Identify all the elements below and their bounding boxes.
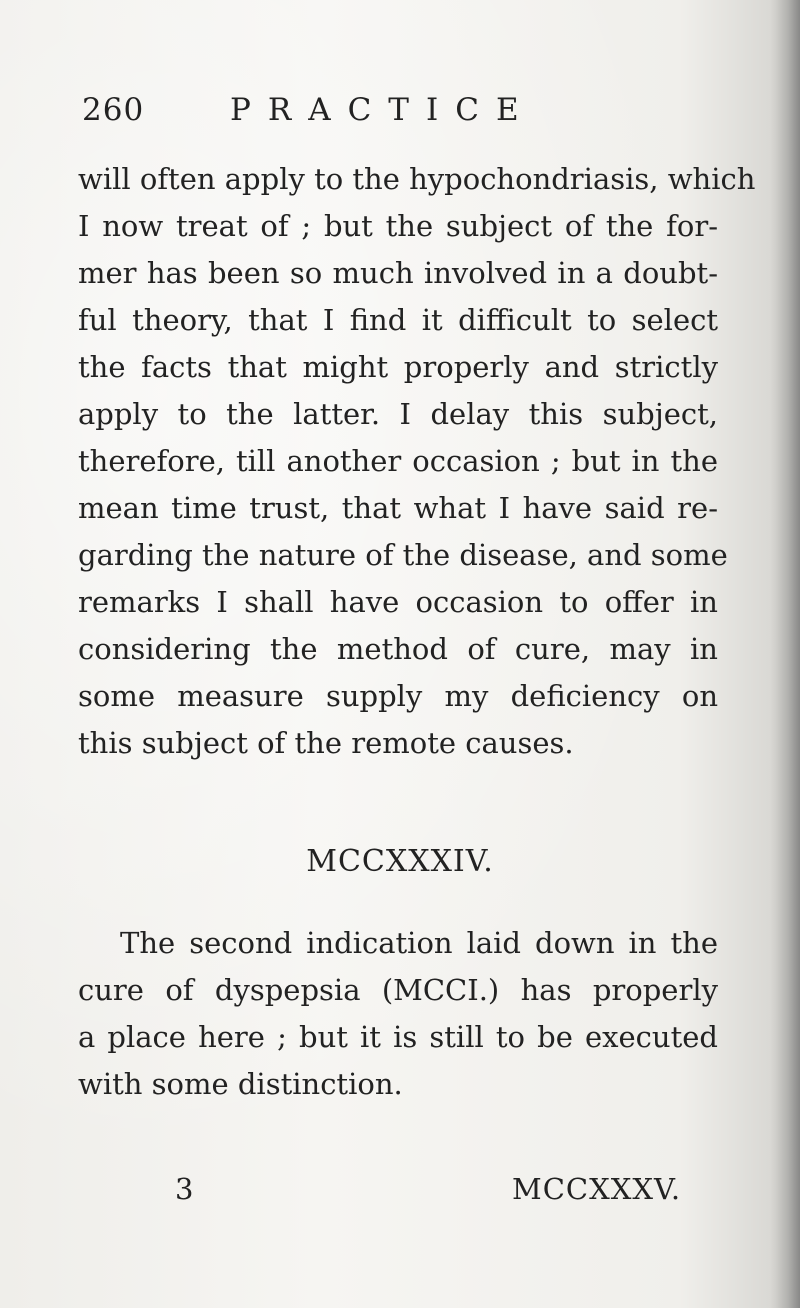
text-line: mean time trust, that what I have said re- (78, 491, 718, 525)
text-line: this subject of the remote causes. (78, 726, 574, 760)
paragraph-2 (78, 920, 718, 1108)
text-line: with some distinction. (78, 1067, 403, 1101)
signature-mark: 3 (175, 1172, 194, 1206)
text-line: will often apply to the hypochondriasis, which (78, 162, 756, 196)
page-footer (0, 1172, 800, 1212)
text-line: therefore, till another occasion ; but in the (78, 444, 718, 478)
text-line: The second indication laid down in the (120, 926, 718, 960)
text-line: some measure supply my deficiency on (78, 679, 718, 713)
text-line: I now treat of ; but the subject of the for- (78, 209, 718, 243)
page-number: 260 (82, 92, 145, 128)
text-line: a place here ; but it is still to be executed (78, 1020, 718, 1054)
running-head: PRACTICE (230, 92, 536, 128)
text-line: the facts that might properly and strictly (78, 350, 718, 384)
page-gutter-shadow (770, 0, 800, 1308)
section-heading: MCCXXXIV. (306, 844, 494, 879)
text-line: considering the method of cure, may in (78, 632, 718, 666)
page-header (82, 92, 722, 132)
text-line: garding the nature of the disease, and some (78, 538, 728, 572)
text-line: cure of dyspepsia (MCCI.) has properly (78, 973, 718, 1007)
paragraph-1 (78, 156, 756, 767)
text-line: remarks I shall have occasion to offer in (78, 585, 718, 619)
text-line: mer has been so much involved in a doubt- (78, 256, 718, 290)
text-line: apply to the latter. I delay this subject, (78, 397, 718, 431)
catchword: MCCXXXV. (512, 1172, 682, 1206)
text-line: ful theory, that I find it difficult to select (78, 303, 718, 337)
